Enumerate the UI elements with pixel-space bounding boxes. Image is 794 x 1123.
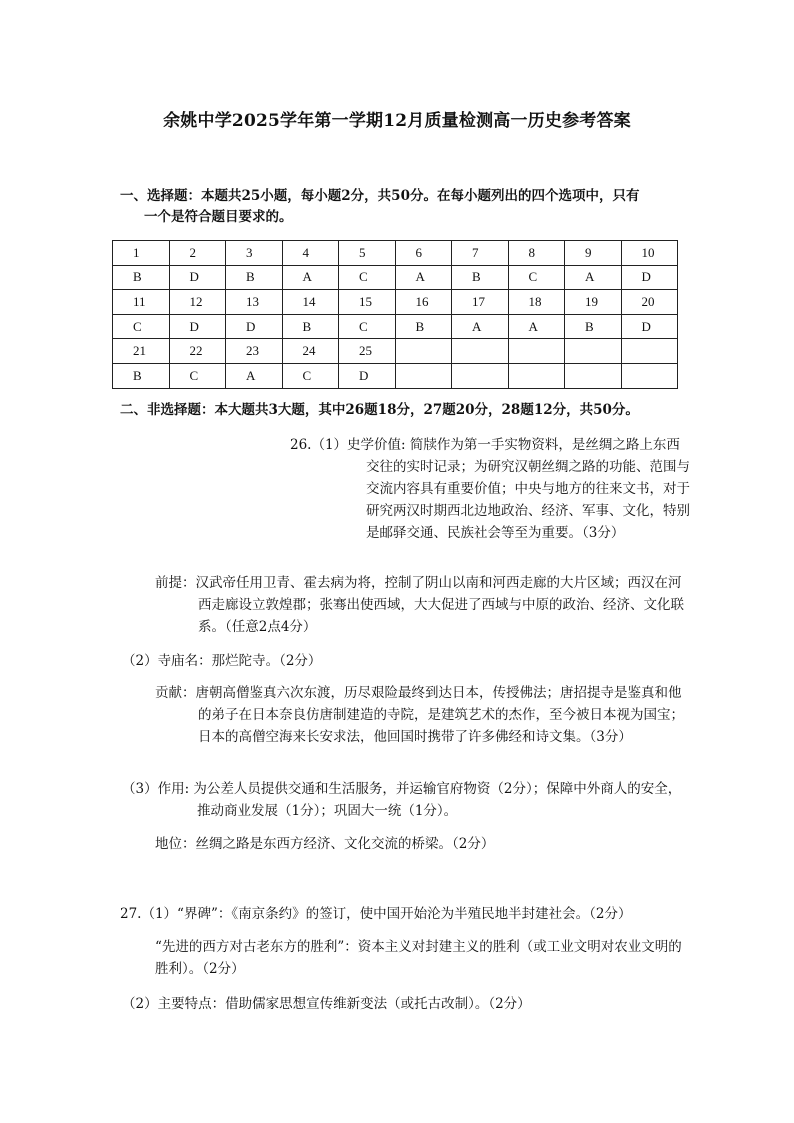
table-cell: D: [621, 265, 678, 290]
table-cell: [508, 363, 565, 388]
table-cell: A: [395, 265, 452, 290]
q27-part2: （2）主要特点：借助儒家思想宣传维新变法（或托古改制）。（2分）: [122, 996, 531, 1012]
table-cell: [452, 363, 509, 388]
table-cell: 19: [565, 290, 622, 315]
section2-heading: 二、非选择题：本大题共3大题，其中26题18分，27题20分，28题12分，共50分。: [120, 402, 639, 418]
table-row: [113, 265, 678, 290]
table-cell: B: [226, 265, 283, 290]
table-row: [113, 314, 678, 339]
table-cell: [452, 339, 509, 364]
q26-part2-temple: （2）寺庙名：那烂陀寺。（2分）: [122, 653, 322, 669]
table-cell: 10: [621, 241, 678, 266]
table-cell: B: [113, 265, 170, 290]
section1-heading: [120, 186, 690, 228]
table-cell: 3: [226, 241, 283, 266]
table-cell: D: [169, 265, 226, 290]
table-cell: 18: [508, 290, 565, 315]
table-cell: 13: [226, 290, 283, 315]
table-cell: 23: [226, 339, 283, 364]
q27-victory: “先进的西方对古老东方的胜利”：资本主义对封建主义的胜利（或工业文明对农业文明的胜利）。（2分）: [155, 939, 682, 977]
q26-part3: [122, 778, 687, 822]
table-cell: 7: [452, 241, 509, 266]
page-title: 余姚中学2025学年第一学期12月质量检测高一历史参考答案: [163, 111, 631, 131]
table-cell: B: [452, 265, 509, 290]
table-cell: 5: [339, 241, 396, 266]
q26-contribution-text: 贡献：唐朝高僧鉴真六次东渡，历尽艰险最终到达日本，传授佛法；唐招提寺是鉴真和他的弟子在日本奈良仿唐制建造的寺院，是建筑艺术的杰作，至今被日本视为国宝；日本的高僧空海来长安求法，他回国时携带了许多佛经和诗文集。（3分）: [155, 685, 684, 745]
table-cell: [621, 339, 678, 364]
table-cell: C: [339, 265, 396, 290]
table-cell: D: [339, 363, 396, 388]
q26-historical-value: 26.（1）史学价值: 简牍作为第一手实物资料，是丝绸之路上东西交往的实时记录；为研究汉朝丝绸之路的功能、范围与交流内容具有重要价值；中央与地方的往来文书，对于研究两汉时期西北边地政治、经济、军事、文化，特别是邮驿交通、民族社会等至为重要。（3分）: [290, 437, 690, 541]
table-cell: [508, 339, 565, 364]
table-cell: 21: [113, 339, 170, 364]
table-cell: 22: [169, 339, 226, 364]
table-row: [113, 363, 678, 388]
table-cell: 6: [395, 241, 452, 266]
table-cell: B: [113, 363, 170, 388]
table-cell: D: [226, 314, 283, 339]
q26-function-text: （3）作用: 为公差人员提供交通和生活服务，并运输官府物资（2分）；保障中外商人的安全，推动商业发展（1分）；巩固大一统（1分）。: [122, 781, 682, 819]
table-cell: 8: [508, 241, 565, 266]
table-cell: A: [508, 314, 565, 339]
table-cell: 11: [113, 290, 170, 315]
table-cell: 12: [169, 290, 226, 315]
table-cell: [621, 363, 678, 388]
table-cell: A: [452, 314, 509, 339]
table-cell: A: [226, 363, 283, 388]
table-cell: B: [565, 314, 622, 339]
table-cell: 20: [621, 290, 678, 315]
table-cell: 24: [282, 339, 339, 364]
table-cell: [565, 339, 622, 364]
table-cell: 25: [339, 339, 396, 364]
q27-part1: 27.（1）“界碑”：《南京条约》的签订，使中国开始沦为半殖民地半封建社会。（2分）: [120, 906, 632, 922]
table-cell: [565, 363, 622, 388]
table-row: [113, 339, 678, 364]
table-cell: 4: [282, 241, 339, 266]
table-cell: C: [113, 314, 170, 339]
table-cell: C: [339, 314, 396, 339]
section1-line1: 一、选择题：本题共25小题，每小题2分，共50分。在每小题列出的四个选项中，只有: [120, 188, 640, 204]
table-cell: B: [282, 314, 339, 339]
section1-line2: 一个是符合题目要求的。: [144, 209, 293, 225]
table-cell: A: [282, 265, 339, 290]
table-cell: B: [395, 314, 452, 339]
table-cell: 14: [282, 290, 339, 315]
q26-part1: [290, 434, 690, 544]
table-cell: 2: [169, 241, 226, 266]
table-cell: C: [508, 265, 565, 290]
table-row: [113, 241, 678, 266]
table-cell: 1: [113, 241, 170, 266]
table-cell: C: [169, 363, 226, 388]
table-cell: C: [282, 363, 339, 388]
table-cell: [395, 339, 452, 364]
table-cell: 9: [565, 241, 622, 266]
table-cell: D: [169, 314, 226, 339]
q26-premise-text: 前提：汉武帝任用卫青、霍去病为将，控制了阴山以南和河西走廊的大片区域；西汉在河西走廊设立敦煌郡；张骞出使西域，大大促进了西域与中原的政治、经济、文化联系。（任意2点4分）: [155, 575, 684, 635]
table-cell: 15: [339, 290, 396, 315]
table-cell: 16: [395, 290, 452, 315]
q26-status: 地位：丝绸之路是东西方经济、文化交流的桥梁。（2分）: [155, 836, 495, 852]
table-row: [113, 290, 678, 315]
q26-premise: [155, 572, 685, 638]
table-cell: D: [621, 314, 678, 339]
table-cell: 17: [452, 290, 509, 315]
table-cell: [395, 363, 452, 388]
answer-table: [112, 240, 678, 389]
table-cell: A: [565, 265, 622, 290]
q26-contribution: [155, 682, 685, 748]
